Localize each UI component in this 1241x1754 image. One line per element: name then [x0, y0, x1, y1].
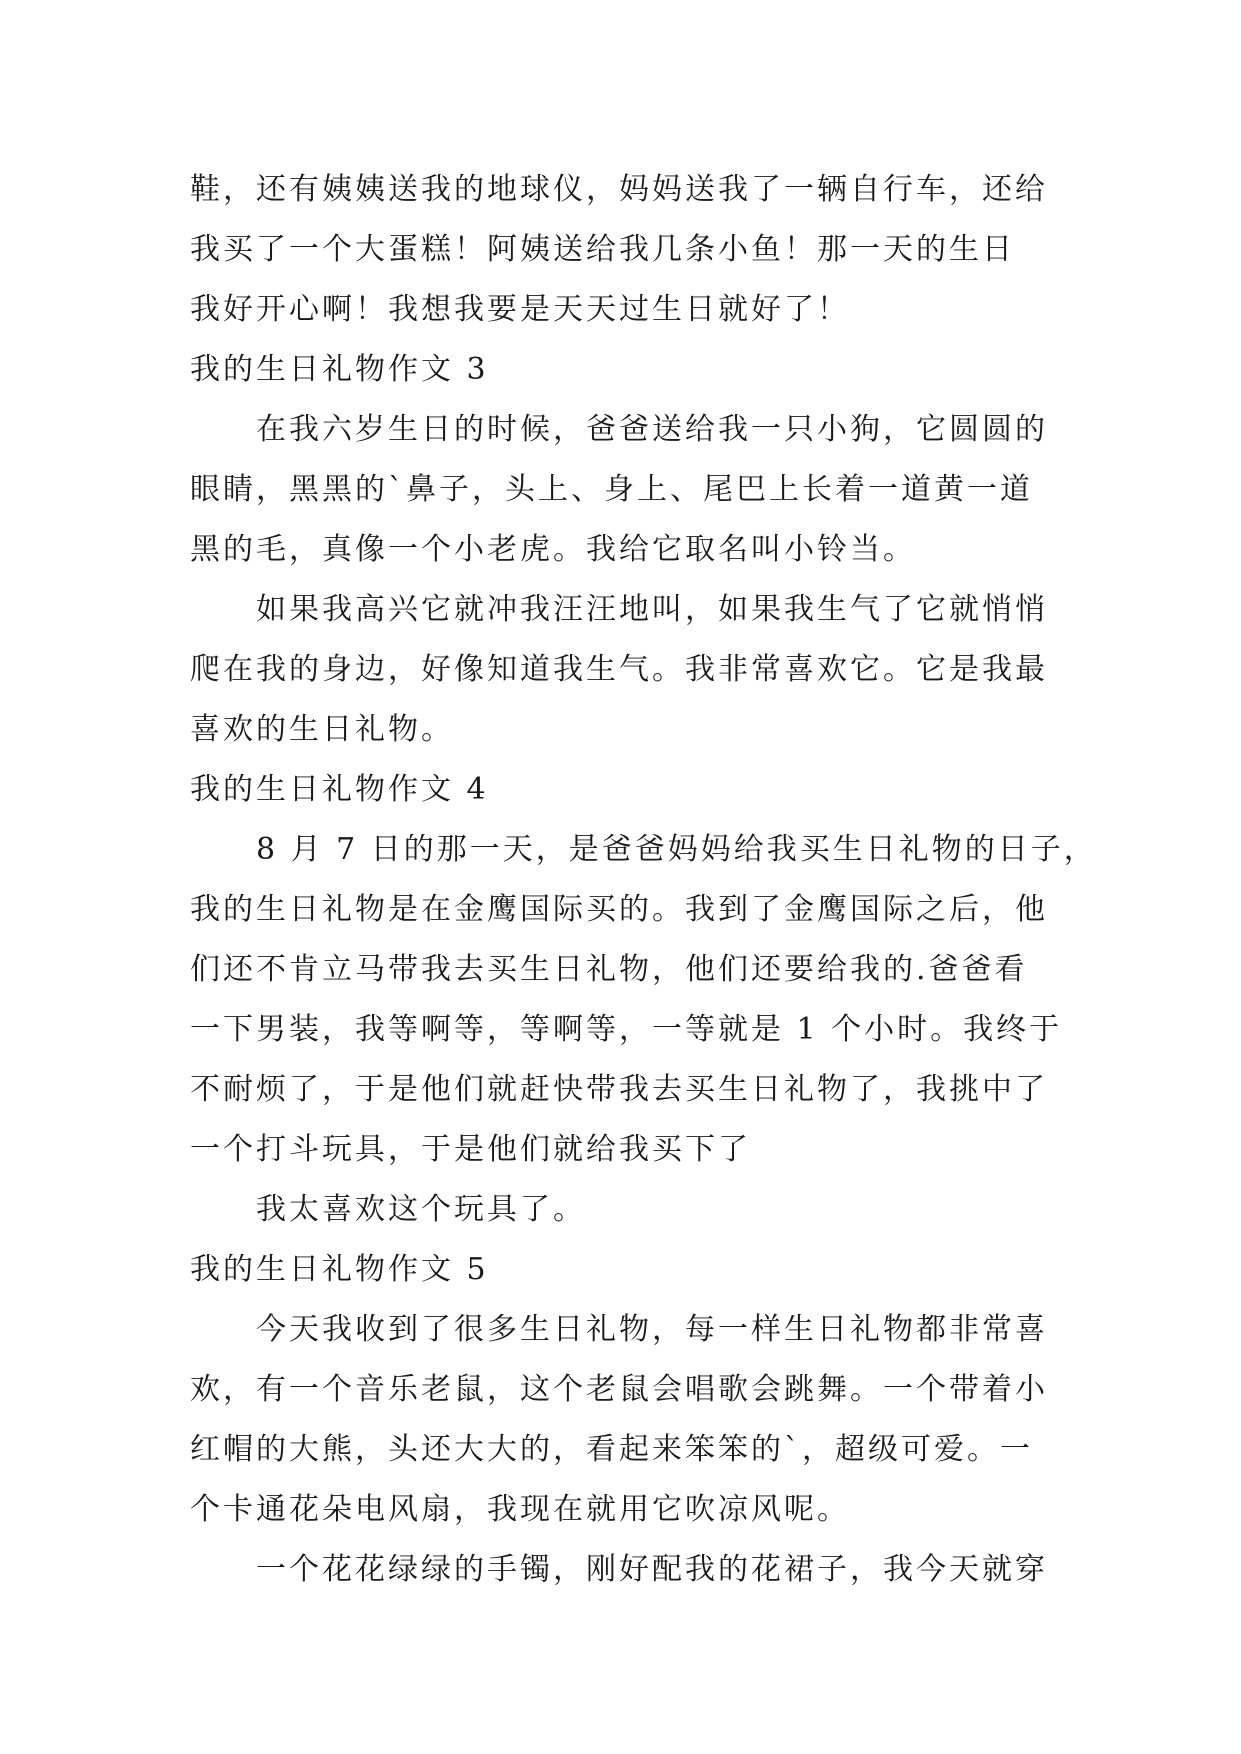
- paragraph-line: 个卡通花朵电风扇，我现在就用它吹凉风呢。: [190, 1492, 850, 1527]
- paragraph-line: 我好开心啊！我想我要是天天过生日就好了！: [190, 292, 850, 327]
- paragraph-line: 一个打斗玩具，于是他们就给我买下了: [190, 1132, 751, 1167]
- paragraph-line: 今天我收到了很多生日礼物，每一样生日礼物都非常喜: [256, 1312, 1048, 1347]
- paragraph-line: 一下男装，我等啊等，等啊等，一等就是 1 个小时。我终于: [190, 1012, 1063, 1047]
- paragraph-line: 我买了一个大蛋糕！阿姨送给我几条小鱼！那一天的生日: [190, 232, 1015, 267]
- paragraph-line: 欢，有一个音乐老鼠，这个老鼠会唱歌会跳舞。一个带着小: [190, 1372, 1048, 1407]
- paragraph-line: 鞋，还有姨姨送我的地球仪，妈妈送我了一辆自行车，还给: [190, 172, 1048, 207]
- section-heading: 我的生日礼物作文 3: [190, 352, 489, 387]
- paragraph-line: 我的生日礼物是在金鹰国际买的。我到了金鹰国际之后，他: [190, 892, 1048, 927]
- section-heading: 我的生日礼物作文 4: [190, 772, 489, 807]
- document-body: [190, 160, 1097, 1600]
- section-heading: 我的生日礼物作文 5: [190, 1252, 489, 1287]
- paragraph-line: 眼睛，黑黑的`鼻子，头上、身上、尾巴上长着一道黄一道: [190, 472, 1033, 507]
- paragraph-line: 爬在我的身边，好像知道我生气。我非常喜欢它。它是我最: [190, 652, 1048, 687]
- paragraph-line: 喜欢的生日礼物。: [190, 712, 454, 747]
- paragraph-line: 不耐烦了，于是他们就赶快带我去买生日礼物了，我挑中了: [190, 1072, 1048, 1107]
- paragraph-line: 在我六岁生日的时候，爸爸送给我一只小狗，它圆圆的: [256, 412, 1048, 447]
- paragraph-line: 们还不肯立马带我去买生日礼物，他们还要给我的.爸爸看: [190, 952, 1028, 987]
- paragraph-line: 红帽的大熊，头还大大的，看起来笨笨的`，超级可爱。一: [190, 1432, 1033, 1467]
- paragraph-line: 我太喜欢这个玩具了。: [256, 1192, 586, 1227]
- paragraph-line: 8 月 7 日的那一天，是爸爸妈妈给我买生日礼物的日子，: [256, 832, 1097, 867]
- paragraph-line: 一个花花绿绿的手镯，刚好配我的花裙子，我今天就穿: [256, 1552, 1048, 1587]
- paragraph-line: 黑的毛，真像一个小老虎。我给它取名叫小铃当。: [190, 532, 916, 567]
- paragraph-line: 如果我高兴它就冲我汪汪地叫，如果我生气了它就悄悄: [256, 592, 1048, 627]
